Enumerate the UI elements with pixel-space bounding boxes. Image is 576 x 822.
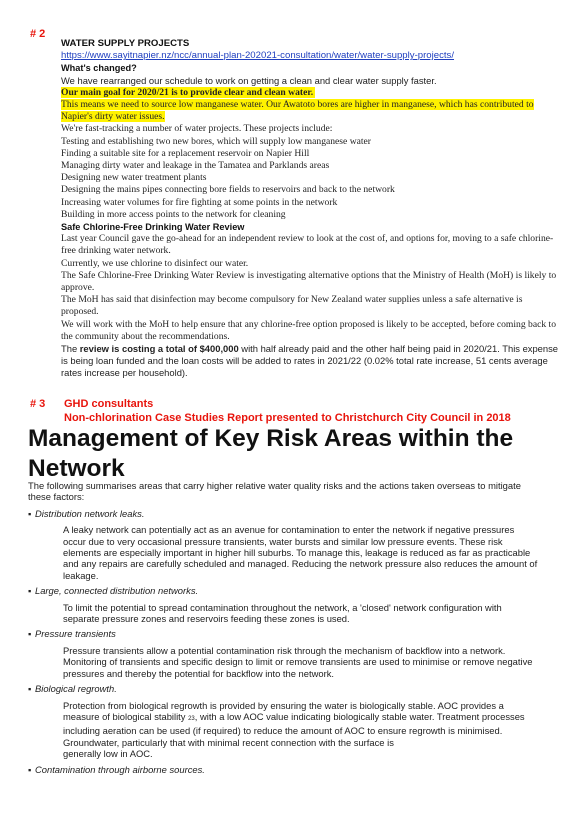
bullet-icon: ▪ (28, 683, 32, 695)
project-item: Managing dirty water and leakage in the Tamatea and Parklands areas (61, 160, 330, 172)
risk-areas-section (28, 480, 538, 780)
risk-item-body: Groundwater, particularly that with minimal recent connection with the surface is generally low in AOC. (63, 736, 394, 760)
risk-item-heading (28, 628, 538, 639)
project-item: Building in more access points to the network for cleaning (61, 208, 286, 220)
review-paragraph: Currently, we use chlorine to disinfect our water. (61, 257, 249, 269)
project-item: Finding a suitable site for a replacement reservoir on Napier Hill (61, 147, 310, 159)
bullet-icon: ▪ (28, 763, 32, 775)
water-supply-section (61, 38, 561, 380)
risk-item-body: A leaky network can potentially act as an avenue for contamination to enter the network if negative pressures occur due to very occasional pressure transients, water bursts and similar low pressure events. These risk elements are especially important in higher hill suburbs. To manage this, leakage is reduced as far as practicable and any repairs are carefully scheduled and managed. Reducing the network pressure also reduces the amount of leakage. (63, 524, 538, 581)
cost-pre: The (61, 343, 80, 355)
fast-tracking-text: We're fast-tracking a number of water projects. These projects include: (61, 123, 333, 135)
risk-item-title: Distribution network leaks. (35, 507, 145, 519)
consultants-label: GHD consultants (64, 398, 154, 410)
source-link[interactable]: https://www.sayitnapier.nz/ncc/annual-plan-202021-consultation/water/water-supply-projects/ (61, 50, 455, 62)
manganese-highlight: This means we need to source low manganese water. Our Awatoto bores are higher in manganese, which has contributed to Napier's dirty water issues. (61, 99, 534, 123)
cost-post: with half already paid and the other half being paid in 2020/21. This expense is being loan funded and the loan costs will be added to rates in 2021/22 (0.02% total rate increase, 51 cents average rates increase per household). (61, 343, 559, 379)
risk-item-title: Large, connected distribution networks. (35, 585, 199, 597)
reference-number: 23 (188, 715, 195, 722)
risk-item-title: Pressure transients (35, 628, 116, 640)
risk-item-heading (28, 508, 538, 519)
section-3-number: # 3 (30, 398, 46, 410)
review-paragraph: We will work with the MoH to help ensure that any chlorine-free option proposed is likely to be accepted, before coming back to the community about the recommendations. (61, 318, 557, 342)
review-paragraph: The MoH has said that disinfection may become compulsory for New Zealand water supplies unless a safe alternative is proposed. (61, 294, 523, 318)
whats-changed-heading: What's changed? (61, 63, 137, 74)
project-item: Designing the mains pipes connecting bore fields to reservoirs and back to the network (61, 184, 395, 196)
risk-item-body: Pressure transients allow a potential contamination risk through the mechanism of backflow into a network. Monitoring of transients and specific design to limit or remove transients are used to minimise or remove negative pressures and thereby the potential for backflow into the network. (63, 644, 533, 679)
risk-item-title: Biological regrowth. (35, 683, 117, 695)
risk-item-heading (28, 764, 538, 775)
cost-bold: review is costing a total of $400,000 (79, 343, 239, 355)
risk-item-heading (28, 585, 538, 596)
bullet-icon: ▪ (28, 628, 32, 640)
goal-highlight: Our main goal for 2020/21 is to provide clear and clean water. (61, 86, 314, 98)
project-item: Testing and establishing two new bores, which will supply low manganese water (61, 135, 371, 147)
section-heading: WATER SUPPLY PROJECTS (61, 38, 190, 49)
chlorine-review-heading: Safe Chlorine-Free Drinking Water Review (61, 222, 245, 233)
cost-paragraph (61, 343, 561, 380)
project-item: Designing new water treatment plants (61, 172, 207, 184)
section-2-number: # 2 (30, 28, 46, 40)
risk-item-heading (28, 683, 538, 694)
report-label: Non-chlorination Case Studies Report presented to Christchurch City Council in 2018 (64, 411, 511, 424)
risk-item-body (28, 700, 538, 737)
risk-item-body: To limit the potential to spread contamination throughout the network, a 'closed' network configuration with separate pressure zones and reservoirs feeding these zones is used. (63, 601, 502, 625)
review-paragraph: The Safe Chlorine-Free Drinking Water Review is investigating alternative options that the Ministry of Health (MoH) is likely to approve. (61, 269, 557, 294)
schedule-text: We have rearranged our schedule to work on getting a clean and clear water supply faster. (61, 74, 437, 86)
body-text: Protection from biological regrowth is provided by ensuring the water is biologically stable. AOC provides a measure of biological stability (63, 699, 504, 722)
bullet-icon: ▪ (28, 507, 32, 519)
intro-text: The following summarises areas that carry higher relative water quality risks and the actions taken overseas to mitigate these factors: (28, 480, 521, 503)
risk-item-title: Contamination through airborne sources. (35, 763, 205, 775)
page-title: Management of Key Risk Areas within the Network (28, 425, 514, 482)
body-text: , with a low AOC value indicating biologically stable water. Treatment processes including aeration can be used (if required) to reduce the amount of AOC to ensure regrowth is minimised. (63, 710, 525, 737)
review-paragraph: Last year Council gave the go-ahead for an independent review to look at the cost of, and options for, moving to a safe chlorine-free drinking water network. (61, 233, 554, 257)
bullet-icon: ▪ (28, 585, 32, 597)
project-item: Increasing water volumes for fire fighting at some points in the network (61, 196, 338, 208)
section-3-heading (64, 398, 511, 425)
